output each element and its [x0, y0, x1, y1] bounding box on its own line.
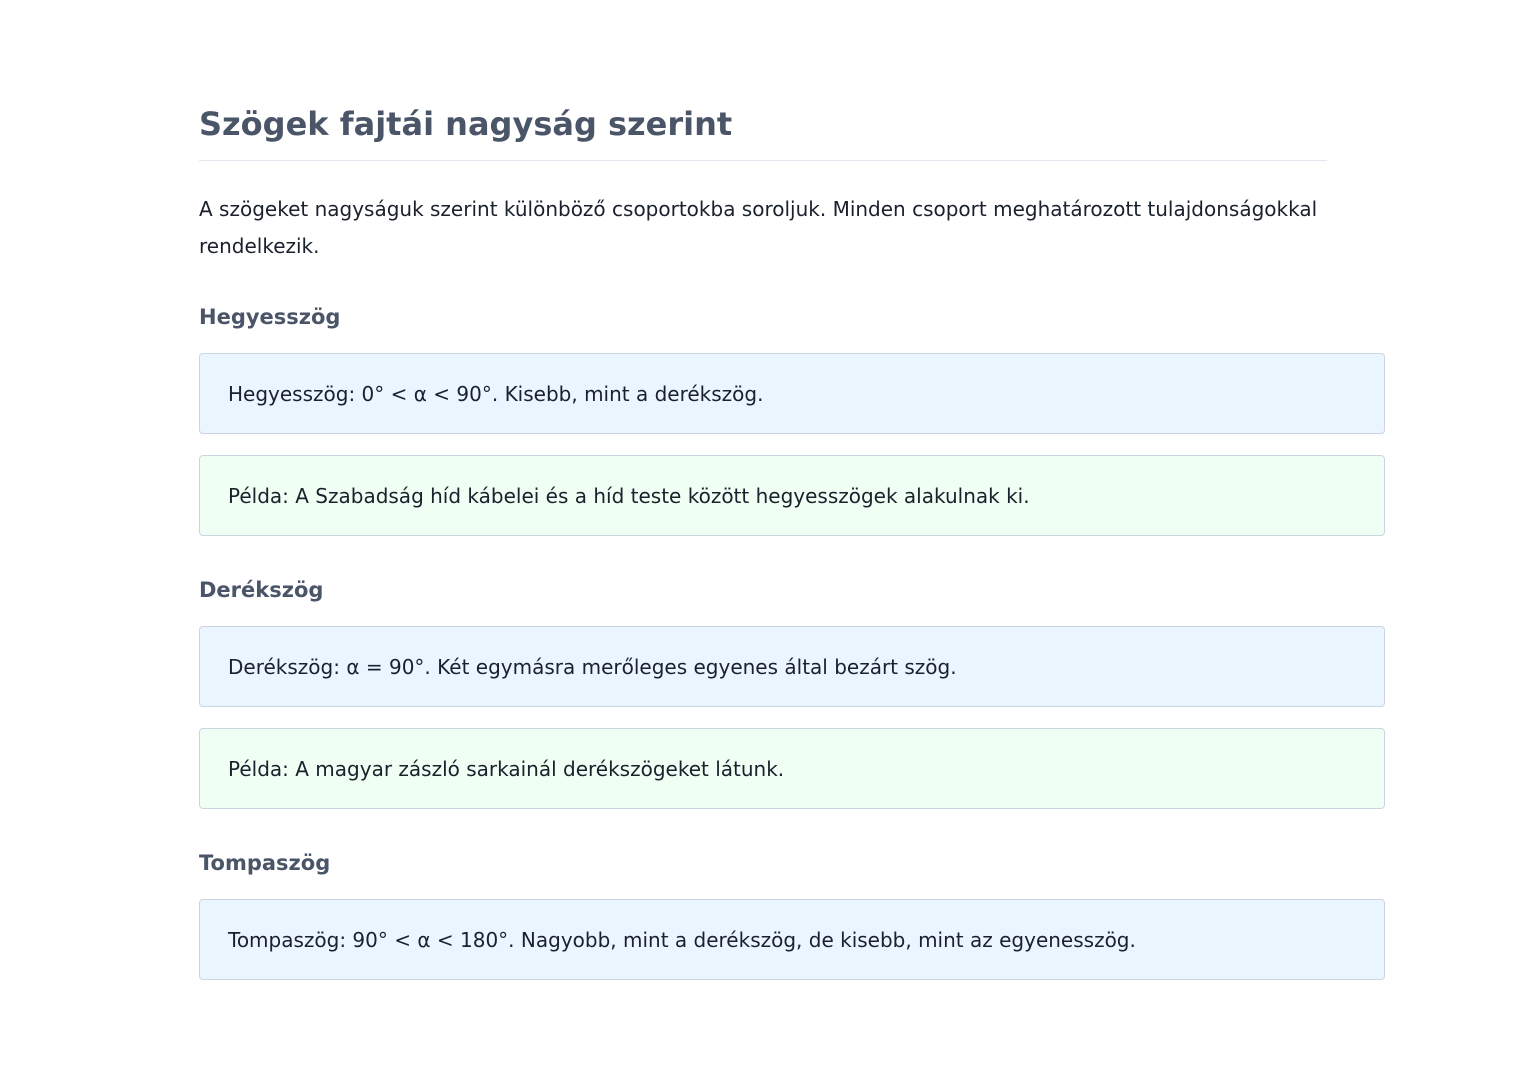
section-hegyesszog [199, 303, 1385, 536]
definition-box [199, 353, 1385, 434]
section-heading: Tompaszög [199, 851, 331, 875]
definition-text: Derékszög: α = 90°. Két egymásra merőleges egyenes által bezárt szög. [228, 654, 957, 679]
definition-text: Tompaszög: 90° < α < 180°. Nagyobb, mint a derékszög, de kisebb, mint az egyenesszög. [228, 927, 1136, 952]
section-tompaszog [199, 849, 1385, 980]
document-page [199, 100, 1385, 980]
definition-text: Hegyesszög: 0° < α < 90°. Kisebb, mint a derékszög. [228, 381, 764, 406]
section-heading: Hegyesszög [199, 305, 341, 329]
example-box [199, 455, 1385, 536]
page-title: Szögek fajtái nagyság szerint [199, 100, 1327, 161]
example-text: Példa: A Szabadság híd kábelei és a híd teste között hegyesszögek alakulnak ki. [228, 483, 1030, 508]
intro-paragraph: A szögeket nagyságuk szerint különböző csoportokba soroljuk. Minden csoport meghatározott tulajdonságokkal rendelkezik. [199, 197, 1318, 258]
section-heading: Derékszög [199, 578, 324, 602]
definition-box [199, 899, 1385, 980]
definition-box [199, 626, 1385, 707]
example-text: Példa: A magyar zászló sarkainál derékszögeket látunk. [228, 756, 785, 781]
example-box [199, 728, 1385, 809]
section-derekszog [199, 576, 1385, 809]
